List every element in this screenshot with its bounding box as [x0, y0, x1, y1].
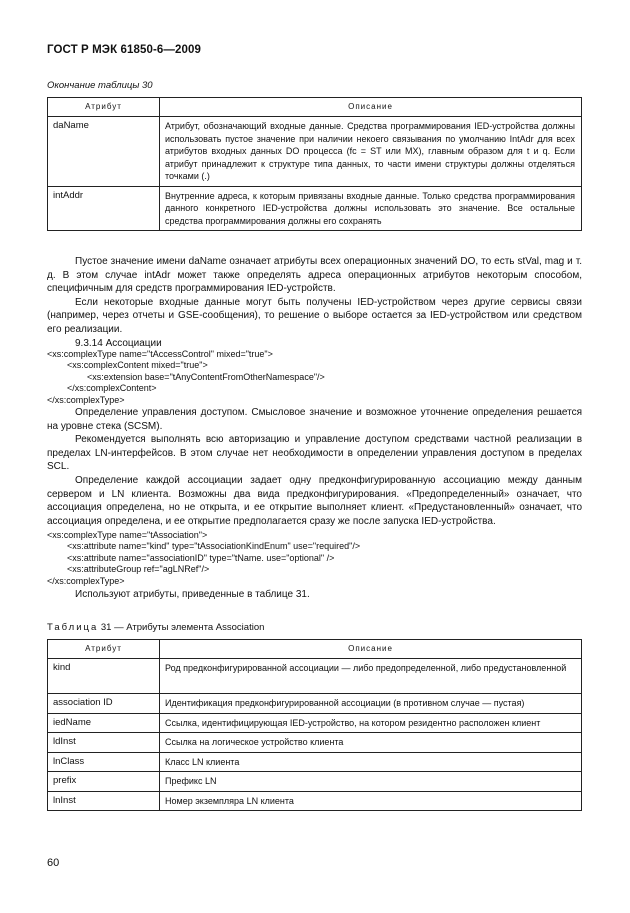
table-row	[48, 733, 582, 753]
table30-header-attr: Атрибут	[48, 98, 160, 117]
table31-attr-cell: iedName	[48, 713, 160, 733]
page-number: 60	[47, 857, 60, 869]
code-block-access-control	[47, 349, 325, 406]
code-line: </xs:complexType>	[47, 394, 125, 405]
table-row	[48, 186, 582, 231]
table31-desc-cell: Номер экземпляра LN клиента	[160, 791, 582, 811]
table-row	[48, 752, 582, 772]
code-line: </xs:complexContent>	[47, 383, 157, 394]
paragraph: Пустое значение имени daName означает атрибуты всех операционных значений DO, то есть stVal, mag и т. д. В этом случае intAdr может также определять адреса операционных атрибутов некоторым способом, специфичным для средств программирования IED-устройств.	[47, 256, 582, 295]
code-line: <xs:complexType name="tAccessControl" mixed="true">	[47, 349, 273, 359]
table30-attr-cell: daName	[48, 117, 160, 187]
body-text-3	[47, 588, 582, 602]
table31-attr-cell: kind	[48, 659, 160, 694]
body-text-2	[47, 406, 582, 528]
table30-desc-cell: Внутренние адреса, к которым привязаны входные данные. Только средства программирования данного конкретного IED-устройства должны использовать это значение. Все остальные средства программирования должны его сохранять	[160, 186, 582, 231]
code-line: <xs:complexContent mixed="true">	[47, 360, 208, 371]
code-line: <xs:complexType name="tAssociation">	[47, 530, 208, 540]
table31-desc-cell: Ссылка на логическое устройство клиента	[160, 733, 582, 753]
table31-attr-cell: lnInst	[48, 791, 160, 811]
table31-desc-cell: Идентификация предконфигурированной ассоциации (в противном случае — пустая)	[160, 694, 582, 714]
table31-caption	[47, 622, 264, 633]
table31-attr-cell: lnClass	[48, 752, 160, 772]
table30-caption: Окончание таблицы 30	[47, 80, 153, 91]
table-row	[48, 694, 582, 714]
table31-desc-cell: Префикс LN	[160, 772, 582, 792]
code-line: <xs:attributeGroup ref="agLNRef"/>	[47, 564, 210, 575]
table31-header-desc: Описание	[160, 640, 582, 659]
table31-caption-label: Таблица	[47, 622, 99, 633]
paragraph: Используют атрибуты, приведенные в таблице 31.	[75, 589, 310, 600]
table30-desc-cell: Атрибут, обозначающий входные данные. Средства программирования IED-устройства должны использовать пустое значение при наличии некоего связывания по умолчанию IntAdr для всех атрибутов входных данных DO процесса (fc = ST или МХ), главным образом для t и q. Если атрибут принадлежит к структуре типа данных, то части имени структуры должны отделяться точками (.)	[160, 117, 582, 187]
table30-header-desc: Описание	[160, 98, 582, 117]
table31-attr-cell: ldInst	[48, 733, 160, 753]
table31-header-attr: Атрибут	[48, 640, 160, 659]
table31-desc-cell: Род предконфигурированной ассоциации — либо предопределенной, либо предустановленной	[160, 659, 582, 694]
table31-header-row	[48, 640, 582, 659]
table31-desc-cell: Класс LN клиента	[160, 752, 582, 772]
document-header: ГОСТ Р МЭК 61850-6—2009	[47, 44, 201, 56]
table-row	[48, 659, 582, 694]
table31	[47, 639, 582, 811]
table31-caption-text: 31 — Атрибуты элемента Association	[100, 622, 265, 633]
code-line: <xs:extension base="tAnyContentFromOtherNamespace"/>	[47, 371, 325, 382]
table31-attr-cell: prefix	[48, 772, 160, 792]
body-text-1	[47, 255, 582, 350]
code-line: <xs:attribute name="kind" type="tAssociationKindEnum" use="required"/>	[47, 541, 361, 552]
code-line: <xs:attribute name="associationID" type="tName. use="optional" />	[47, 552, 335, 563]
paragraph: Определение управления доступом. Смысловое значение и возможное уточнение определения решается на уровне стека (SCSM).	[47, 407, 582, 432]
table31-desc-cell: Ссылка, идентифицирующая IED-устройство, на котором резидентно расположен клиент	[160, 713, 582, 733]
table-row	[48, 713, 582, 733]
table30-attr-cell: intAddr	[48, 186, 160, 231]
paragraph: Если некоторые входные данные могут быть получены IED-устройством через другие сервисы связи (например, через отчеты и GSE-сообщения), то решение о выборе остается за IED-устройством или средством его реализации.	[47, 296, 582, 335]
paragraph: Определение каждой ассоциации задает одну предконфигурированную ассоциацию между данным сервером и LN клиента. Возможны два вида предконфигурирования. «Предопределенный» означает, что ассоциация определена, но не открыта, и ее открытие выполняет клиент. «Предустановленный» означает, что ассоциация определена, и ее открытие предполагается сразу же после запуска IED-устройства.	[47, 474, 582, 527]
table31-attr-cell: association ID	[48, 694, 160, 714]
section-heading: 9.3.14 Ассоциации	[75, 337, 162, 349]
paragraph: Рекомендуется выполнять всю авторизацию и управление доступом средствами частной реализации в пределах LN-интерфейсов. В этом случае нет необходимости в определении управления доступом в пределах SCL.	[47, 434, 582, 473]
table-row	[48, 117, 582, 187]
code-line: </xs:complexType>	[47, 575, 125, 586]
table-row	[48, 791, 582, 811]
code-block-association	[47, 530, 360, 587]
table30	[47, 97, 582, 231]
table30-header-row	[48, 98, 582, 117]
table-row	[48, 772, 582, 792]
